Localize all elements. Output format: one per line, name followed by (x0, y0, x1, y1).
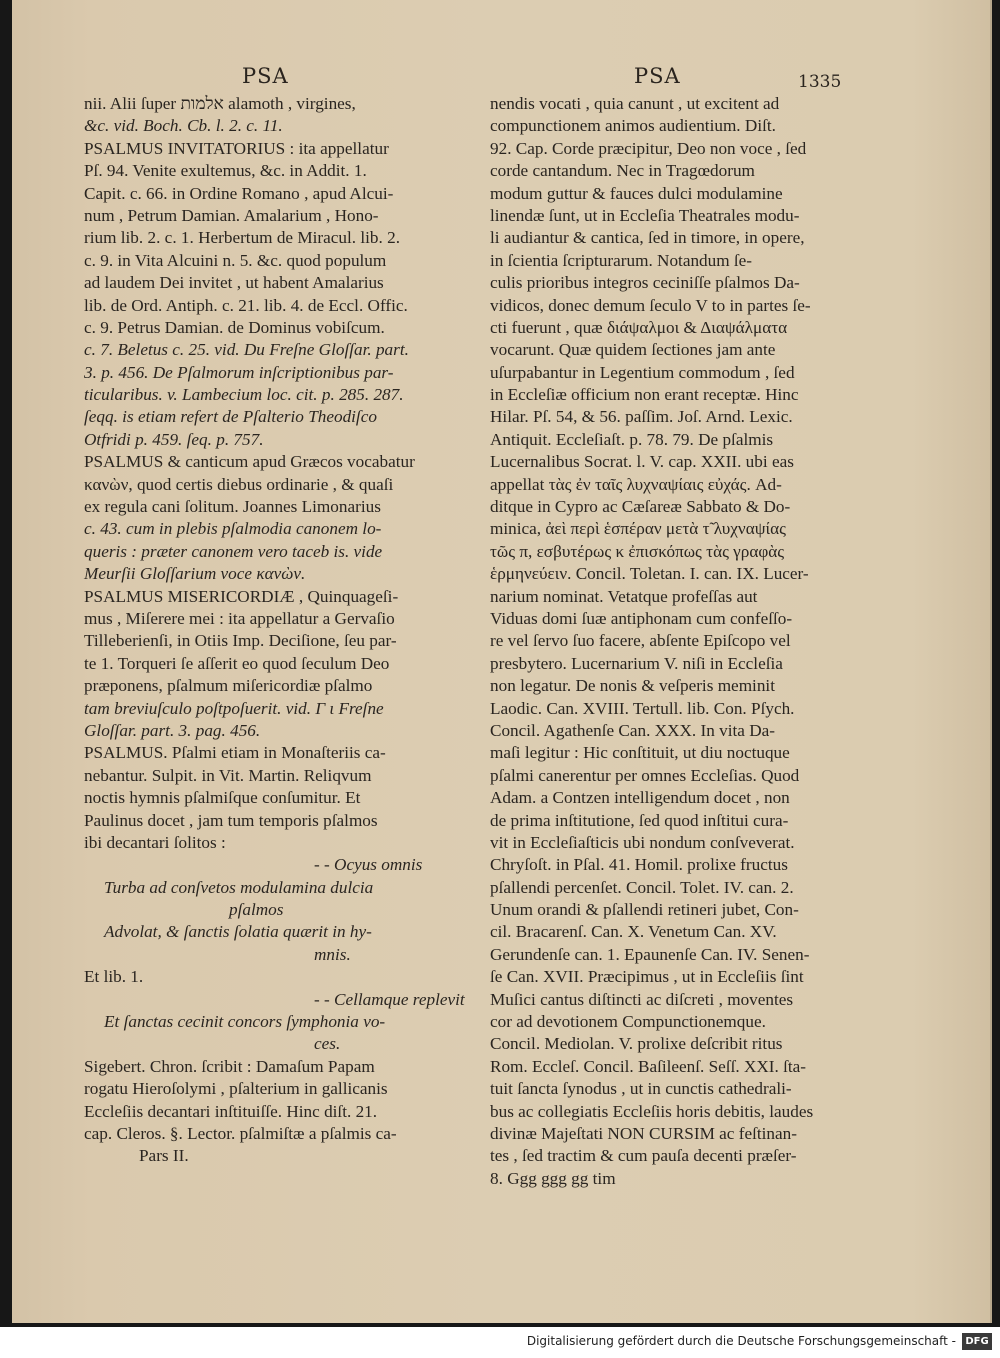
text-line: Gloſſar. part. 3. pag. 456. (84, 720, 261, 740)
text-line: vidicos, donec demum ſeculo V to in partes ſe- (490, 295, 811, 315)
text-line: - - Ocyus omnis (314, 855, 423, 875)
viewer-footer (0, 1327, 1000, 1358)
text-line: corde cantandum. Nec in Tragœdorum (490, 161, 755, 181)
text-line: Et ſanctas cecinit concors ſymphonia vo- (104, 1012, 386, 1032)
text-line: Eccleſiis decantari inſtituiſſe. Hinc diſt. 21. (84, 1101, 378, 1121)
text-line: maſi legitur : Hic conſtituit, ut diu noctuque (490, 743, 790, 763)
text-line: vocarunt. Quæ quidem ſectiones jam ante (490, 340, 776, 360)
text-line: PSALMUS & canticum apud Græcos vocabatur (84, 452, 415, 472)
text-column-right (490, 93, 842, 1190)
text-line: uſurpabantur in Legentium commodum , ſed (490, 362, 795, 382)
text-line: Pſ. 94. Venite exultemus, &c. in Addit. 1. (84, 161, 367, 181)
text-line: presbytero. Lucernarium V. niſi in Eccleſia (490, 653, 783, 673)
text-line: Hilar. Pſ. 54, & 56. paſſim. Joſ. Arnd. Lexic. (490, 407, 793, 427)
text-line: queris : præter canonem vero taceb is. vide (84, 541, 383, 561)
funding-credit: Digitalisierung gefördert durch die Deutsche Forschungsgemeinschaft - (526, 1334, 956, 1348)
text-line: bus ac collegiatis Eccleſiis horis debitis, laudes (490, 1101, 814, 1121)
text-line: Gerundenſe can. 1. Epaunenſe Can. IV. Senen- (490, 944, 810, 964)
text-line: ἑρμηνεύειν. Concil. Toletan. I. can. IX. Lucer- (490, 564, 809, 584)
text-line: ces. (314, 1034, 341, 1054)
text-line: mus , Miſerere mei : ita appellatur a Gervaſio (84, 608, 395, 628)
text-line: c. 7. Beletus c. 25. vid. Du Freſne Gloſſar. part. (84, 340, 409, 360)
text-line: Capit. c. 66. in Ordine Romano , apud Alcui- (84, 183, 394, 203)
text-line: Rom. Eccleſ. Concil. Baſileenſ. Seſſ. XXI. ſta- (490, 1056, 806, 1076)
text-line: Pars II. (139, 1146, 189, 1166)
text-line: c. 43. cum in plebis pſalmodia canonem lo- (84, 519, 382, 539)
text-line: tes , ſed tractim & cum pauſa decenti præſer- (490, 1146, 797, 1166)
text-line: tuit ſancta ſynodus , ut in cunctis cathedrali- (490, 1079, 792, 1099)
text-line: lib. de Ord. Antiph. c. 21. lib. 4. de Eccl. Offic. (84, 295, 408, 315)
text-line: in ſcientia ſcripturarum. Notandum ſe- (490, 250, 753, 270)
text-line: Lucernalibus Socrat. l. V. cap. XXII. ubi eas (490, 452, 794, 472)
text-line: - - Cellamque replevit (314, 989, 465, 1009)
text-line: c. 9. Petrus Damian. de Dominus vobiſcum. (84, 317, 385, 337)
text-line: divinæ Majeſtati NON CURSIM ac feſtinan- (490, 1123, 797, 1143)
text-line: te 1. Torqueri ſe aſſerit eo quod ſeculum Deo (84, 653, 390, 673)
text-line: ad laudem Dei invitet , ut habent Amalarius (84, 273, 384, 293)
text-line: rogatu Hieroſolymi , pſalterium in gallicanis (84, 1079, 388, 1099)
text-line: nebantur. Sulpit. in Vit. Martin. Reliqvum (84, 765, 372, 785)
book-page (12, 0, 992, 1323)
text-line: appellat τὰς ἐν ταῖς λυχναψίαις εὐχάς. Ad- (490, 474, 782, 494)
text-line: Muſici cantus diſtincti ac diſcreti , moventes (490, 989, 794, 1009)
text-line: ibi decantari ſolitos : (84, 832, 226, 852)
text-line: mnis. (314, 944, 351, 964)
text-line: PSALMUS. Pſalmi etiam in Monaſteriis ca- (84, 743, 386, 763)
text-line: 3. p. 456. De Pſalmorum inſcriptionibus par- (84, 362, 394, 382)
text-line: pſalmi canerentur per omnes Eccleſias. Quod (490, 765, 800, 785)
text-line: ex regula cani ſolitum. Joannes Limonarius (84, 497, 381, 517)
text-line: culis prioribus integros ceciniſſe pſalmos Da- (490, 273, 800, 293)
text-line: Concil. Mediolan. V. prolixe deſcribit ritus (490, 1034, 783, 1054)
text-line: Paulinus docet , jam tum temporis pſalmos (84, 810, 378, 830)
text-line: pſallendi percenſet. Concil. Tolet. IV. can. 2. (490, 877, 794, 897)
text-line: PSALMUS INVITATORIUS : ita appellatur (84, 138, 389, 158)
text-line: linendæ ſunt, ut in Eccleſia Theatrales modu- (490, 205, 800, 225)
text-column-left (84, 93, 465, 1168)
text-line: cti fuerunt , quæ διάψαλμοι & Διαψάλματα (490, 317, 788, 337)
text-line: compunctionem animos audientium. Diſt. (490, 116, 776, 136)
text-line: Otfridi p. 459. ſeq. p. 757. (84, 429, 264, 449)
text-line: li audiantur & cantica, ſed in timore, in opere, (490, 228, 805, 248)
text-line: &c. vid. Boch. Cb. l. 2. c. 11. (84, 116, 283, 136)
text-line: Advolat, & ſanctis ſolatia quærit in hy- (104, 922, 372, 942)
text-line: noctis hymnis pſalmiſque conſumitur. Et (84, 788, 361, 808)
text-line: Unum orandi & pſallendi retineri jubet, Con- (490, 900, 799, 920)
running-head-left: PSA (242, 64, 289, 88)
text-line: re vel ſervo ſuo facere, abſente Epiſcopo vel (490, 631, 791, 651)
text-line: cor ad devotionem Compunctionemque. (490, 1012, 766, 1032)
text-line: τῶς π, εσβυτέρως κ ἐπισκόπως τὰς γραφὰς (490, 541, 785, 561)
text-line: præponens, pſalmum miſericordiæ pſalmo (84, 676, 373, 696)
text-line: ditque in Cypro ac Cæſareæ Sabbato & Do- (490, 497, 791, 517)
text-line: pſalmos (229, 900, 284, 920)
text-line: Sigebert. Chron. ſcribit : Damaſum Papam (84, 1056, 375, 1076)
text-line: cap. Cleros. §. Lector. pſalmiſtæ a pſalmis ca- (84, 1123, 397, 1143)
text-line: ſe Can. XVII. Præcipimus , ut in Eccleſiis ſint (490, 967, 804, 987)
text-line: cil. Bracarenſ. Can. X. Venetum Can. XV. (490, 922, 777, 942)
text-line: ſeqq. is etiam refert de Pſalterio Theodiſco (84, 407, 377, 427)
text-line: PSALMUS MISERICORDIÆ , Quinquageſi- (84, 586, 399, 606)
text-line: Chryſoſt. in Pſal. 41. Homil. prolixe fructus (490, 855, 788, 875)
text-line: c. 9. in Vita Alcuini n. 5. &c. quod populum (84, 250, 387, 270)
text-line: Et lib. 1. (84, 967, 144, 987)
text-line: ticularibus. v. Lambecium loc. cit. p. 285. 287. (84, 385, 404, 405)
text-line: κανὼν, quod certis diebus ordinarie , & quaſi (84, 474, 394, 494)
text-line: narium nominat. Vetatque profeſſas aut (490, 586, 758, 606)
text-line: nendis vocati , quia canunt , ut excitent ad (490, 94, 780, 113)
running-head-right: PSA (634, 64, 681, 88)
text-line: in Eccleſiæ officium non erant receptæ. Hinc (490, 385, 799, 405)
text-line: Adam. a Contzen intelligendum docet , non (490, 788, 790, 808)
text-line: Antiquit. Eccleſiaſt. p. 78. 79. De pſalmis (490, 429, 774, 449)
text-line: Meurſii Gloſſarium voce κανὼν. (84, 564, 306, 584)
text-line: Viduas domi ſuæ antiphonam cum confeſſo- (490, 608, 793, 628)
dfg-logo: DFG (962, 1333, 992, 1350)
text-line: Laodic. Can. XVIII. Tertull. lib. Con. Pſych. (490, 698, 795, 718)
text-line: Tilleberienſi, in Otiis Imp. Deciſione, ſeu par- (84, 631, 397, 651)
text-line: modum guttur & fauces dulci modulamine (490, 183, 783, 203)
text-line: vit in Eccleſiaſticis ubi nondum conſveverat. (490, 832, 795, 852)
text-line: minica, ἀεὶ περὶ ἑσπέραν μετὰ τ̃ λυχναψίας (490, 519, 786, 539)
text-line: de prima inſtitutione, ſed quod inſtitui cura- (490, 810, 789, 830)
text-line: 8. Ggg ggg gg tim (490, 1168, 616, 1188)
text-line: nii. Alii ſuper אלמות alamoth , virgines, (84, 94, 356, 113)
text-line: Turba ad conſvetos modulamina dulcia (104, 877, 374, 897)
text-line: Concil. Agathenſe Can. XXX. In vita Da- (490, 720, 775, 740)
text-line: 92. Cap. Corde præcipitur, Deo non voce , ſed (490, 138, 807, 158)
page-number: 1335 (798, 72, 842, 92)
text-line: num , Petrum Damian. Amalarium , Hono- (84, 205, 379, 225)
text-line: tam breviuſculo poſtpoſuerit. vid. Γ ι Freſne (84, 698, 384, 718)
text-line: rium lib. 2. c. 1. Herbertum de Miracul. lib. 2. (84, 228, 400, 248)
text-line: non legatur. De nonis & veſperis meminit (490, 676, 775, 696)
